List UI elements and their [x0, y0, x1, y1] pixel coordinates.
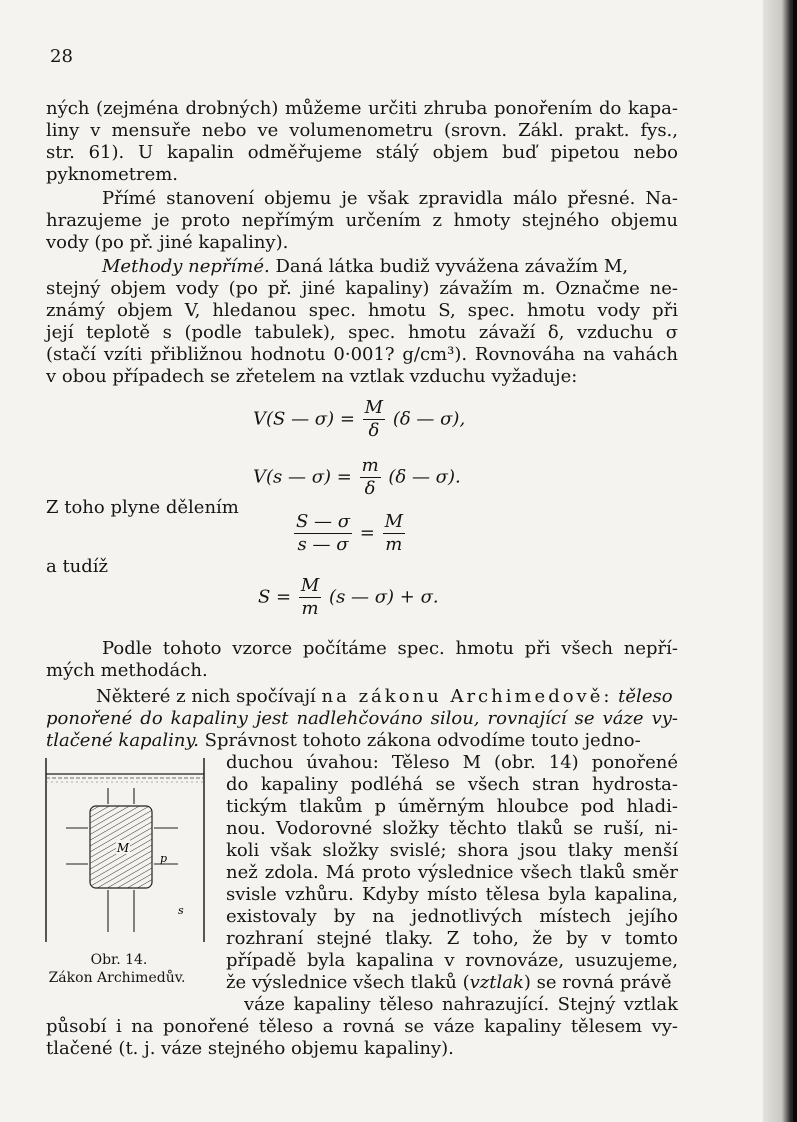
eq-numerator: M: [384, 511, 404, 532]
eq-fraction: [294, 512, 352, 555]
eq-denominator: s — σ: [297, 534, 349, 555]
text-span: Správnost tohoto zákona odvodíme touto jedno-: [198, 730, 641, 751]
text-line: a tudíž: [46, 556, 109, 577]
spaced-text: na zákonu Archimedově:: [321, 686, 613, 707]
eq-lhs: V(S — σ) =: [253, 408, 355, 430]
equation-4: [258, 576, 439, 619]
text-line: svisle vzhůru. Kdyby místo tělesa byla kapalina,: [226, 884, 678, 905]
page-edge-dark: [793, 0, 797, 1122]
eq-numerator: m: [361, 455, 379, 476]
text-line: hrazujeme je proto nepřímým určením z hmoty stejného objemu: [46, 210, 678, 231]
text-span: ) se rovná právě: [523, 972, 672, 993]
text-line: koli však složky svislé; shora jsou tlaky menší: [226, 840, 678, 861]
eq-denominator: δ: [364, 478, 376, 499]
eq-fraction: [360, 456, 381, 499]
text-line: než zdola. Má proto výslednice všech tlaků směr: [226, 862, 678, 883]
text-line: Podle tohoto vzorce počítáme spec. hmotu při všech nepří-: [102, 638, 678, 659]
italic-text: těleso: [612, 686, 673, 707]
italic-text: tlačené kapaliny.: [46, 730, 199, 751]
text-line: [226, 972, 678, 994]
equation-2: [253, 456, 461, 499]
equation-1: [253, 398, 465, 441]
text-line: liny v mensuře nebo ve volumenometru (srovn. Zákl. prakt. fys.,: [46, 120, 678, 141]
eq-fraction: [363, 398, 385, 441]
figure-caption-number: Obr. 14.: [90, 952, 148, 968]
eq-equals: =: [359, 522, 375, 544]
text-line: stejný objem vody (po př. jiné kapaliny) závažím m. Označme ne-: [46, 278, 678, 299]
eq-denominator: δ: [368, 420, 380, 441]
equation-3: [292, 512, 407, 555]
text-line: nou. Vodorovné složky těchto tlaků se ruší, ni-: [226, 818, 678, 839]
text-line: rozhraní stejné tlaky. Z toho, že by v tomto: [226, 928, 678, 949]
text-line: případě byla kapalina v rovnováze, usuzujeme,: [226, 950, 678, 971]
italic-text: vztlak: [469, 972, 524, 993]
text-line: mých methodách.: [46, 660, 208, 681]
text-line: existovaly by na jednotlivých místech jejího: [226, 906, 678, 927]
eq-numerator: M: [364, 397, 384, 418]
eq-denominator: m: [301, 598, 319, 619]
eq-lhs: V(s — σ) =: [253, 466, 352, 488]
text-line: Přímé stanovení objemu je však zpravidla málo přesné. Na-: [102, 188, 678, 209]
text-line: [102, 256, 678, 278]
text-line: ných (zejména drobných) můžeme určiti zhruba ponořením do kapa-: [46, 98, 678, 119]
text-span: Daná látka budiž vyvážena závažím M,: [269, 256, 629, 277]
text-line: duchou úvahou: Těleso M (obr. 14) ponořené: [226, 752, 678, 773]
text-line: její teplotě s (podle tabulek), spec. hmotu závaží δ, vzduchu σ: [46, 322, 678, 343]
eq-lhs: S =: [258, 586, 292, 608]
text-line: str. 61). U kapalin odměřujeme stálý objem buď pipetou nebo: [46, 142, 678, 163]
label-p: p: [160, 852, 168, 865]
page-edge-shadow: [763, 0, 797, 1122]
eq-fraction: [383, 512, 405, 555]
eq-numerator: M: [300, 575, 320, 596]
text-line: známý objem V, hledanou spec. hmotu S, spec. hmotu vody při: [46, 300, 678, 321]
text-line: v obou případech se zřetelem na vztlak vzduchu vyžaduje:: [46, 366, 578, 387]
text-line: váze kapaliny těleso nahrazující. Stejný vztlak: [244, 994, 678, 1015]
figure-caption-text: Zákon Archimedův.: [48, 970, 186, 986]
eq-rhs: (δ — σ).: [388, 466, 461, 488]
page-number: 28: [50, 46, 73, 67]
label-M: M: [116, 841, 130, 855]
text-line: Z toho plyne dělením: [46, 497, 239, 518]
eq-fraction: [299, 576, 321, 619]
text-line: pyknometrem.: [46, 164, 179, 185]
eq-numerator: S — σ: [296, 511, 351, 532]
text-span: Některé z nich spočívají: [96, 686, 322, 707]
text-line: [96, 686, 678, 708]
text-line: ponořené do kapaliny jest nadlehčováno silou, rovnající se váze vy-: [46, 708, 678, 729]
section-heading: Methody nepřímé.: [102, 256, 270, 277]
text-line: působí i na ponořené těleso a rovná se váze kapaliny tělesem vy-: [46, 1016, 678, 1037]
archimedes-figure: [42, 758, 208, 944]
text-line: (stačí vzíti přibližnou hodnotu 0·001? g/cm³). Rovnováha na vahách: [46, 344, 678, 365]
eq-rhs: (s — σ) + σ.: [329, 586, 439, 608]
eq-denominator: m: [385, 534, 403, 555]
text-line: tlačené (t. j. váze stejného objemu kapaliny).: [46, 1038, 454, 1059]
text-line: tickým tlakům p úměrným hloubce pod hladi-: [226, 796, 678, 817]
text-span: že výslednice všech tlaků (: [226, 972, 470, 993]
text-line: do kapaliny podléhá se všech stran hydrosta-: [226, 774, 678, 795]
label-s: s: [178, 904, 184, 917]
text-line: vody (po př. jiné kapaliny).: [46, 232, 289, 253]
eq-rhs: (δ — σ),: [392, 408, 466, 430]
text-line: [46, 730, 678, 752]
